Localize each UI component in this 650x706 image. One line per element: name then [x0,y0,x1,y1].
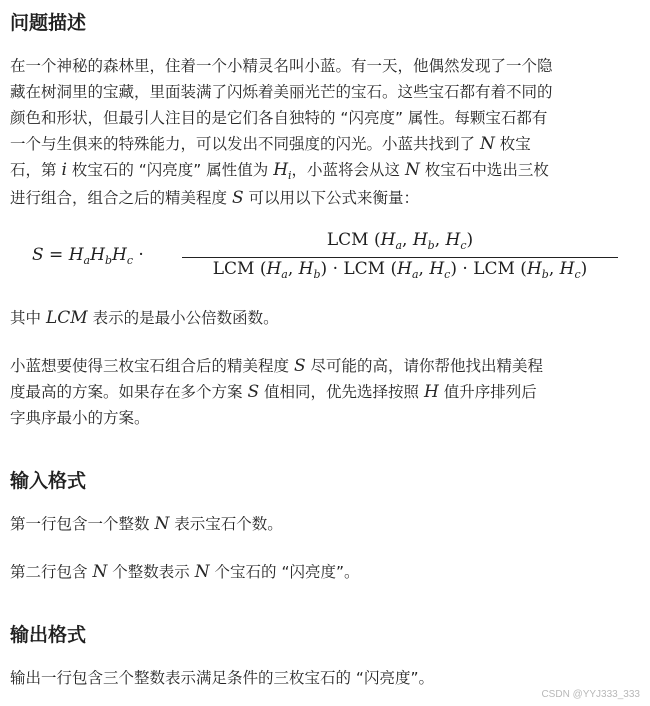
desc-line-4a: 一个与生俱来的特殊能力，可以发出不同强度的闪光。小蓝共找到了 [10,135,476,153]
desc-line-5d: 枚宝石中选出三枚 [424,161,549,179]
math-S: S [231,188,244,208]
desc-line-4b: 枚宝 [499,135,531,153]
desc-line-6a: 进行组合，组合之后的精美程度 [10,189,228,207]
desc-line-1: 在一个神秘的森林里，住着一个小精灵名叫小蓝。有一天，他偶然发现了一个隐 [10,57,553,75]
math-N: N [479,134,495,154]
math-H: H [424,382,439,402]
desc-line-3: 颜色和形状，但最引人注目的是它们各自独特的 “闪亮度” 属性。每颗宝石都有 [10,109,548,127]
math-Hi: $H_i$ [273,160,292,182]
output-line-1: 输出一行包含三个整数表示满足条件的三枚宝石的 “闪亮度”。 [10,669,434,687]
problem-description-paragraph [10,53,638,211]
beauty-formula [32,228,632,290]
formula-numerator: LCM ($H_a$, $H_b$, $H_c$) [326,230,474,252]
desc-line-5b: 枚宝石的 “闪亮度” 属性值为 [71,161,269,179]
math-N-2: N [405,160,420,180]
desc-line-2: 藏在树洞里的宝藏，里面装满了闪烁着美丽光芒的宝石。这些宝石都有着不同的 [10,83,553,101]
input-line-2: 第二行包含 N 个整数表示 N 个宝石的 “闪亮度”。 [10,562,360,582]
desc-line-5c: ，小蓝将会从这 [291,161,401,179]
section-title-problem: 问题描述 [10,12,87,34]
section-title-output: 输出格式 [10,624,87,646]
lcm-note: 其中 LCM 表示的是最小公倍数函数。 [10,308,279,328]
desc-line-5a: 石，第 [10,161,57,179]
formula-denominator: LCM ($H_a$, $H_b$) · LCM ($H_a$, $H_c$) · LCM ($H_b$, $H_c$) [212,259,588,281]
math-N-4: N [92,562,108,582]
math-N-5: N [194,562,210,582]
math-i: i [61,160,67,180]
goal-paragraph: 小蓝想要使得三枚宝石组合后的精美程度 S 尽可能的高，请你帮他找出精美程 度最高的方案。如果存在多个方案 S 值相同，优先选择按照 H 值升序排列后 字典序最小的方案。 [10,356,544,427]
math-S-2: S [293,356,306,376]
math-N-3: N [154,514,170,534]
math-LCM: LCM [45,308,88,328]
watermark: CSDN @YYJ333_333 [541,689,640,700]
input-line-1: 第一行包含一个整数 N 表示宝石个数。 [10,514,283,534]
formula-lhs: $S = H_aH_bH_c$ · [32,245,144,267]
math-S-3: S [247,382,260,402]
section-title-input: 输入格式 [10,470,87,492]
desc-line-6b: 可以用以下公式来衡量： [248,189,420,207]
fraction-bar [182,257,618,258]
